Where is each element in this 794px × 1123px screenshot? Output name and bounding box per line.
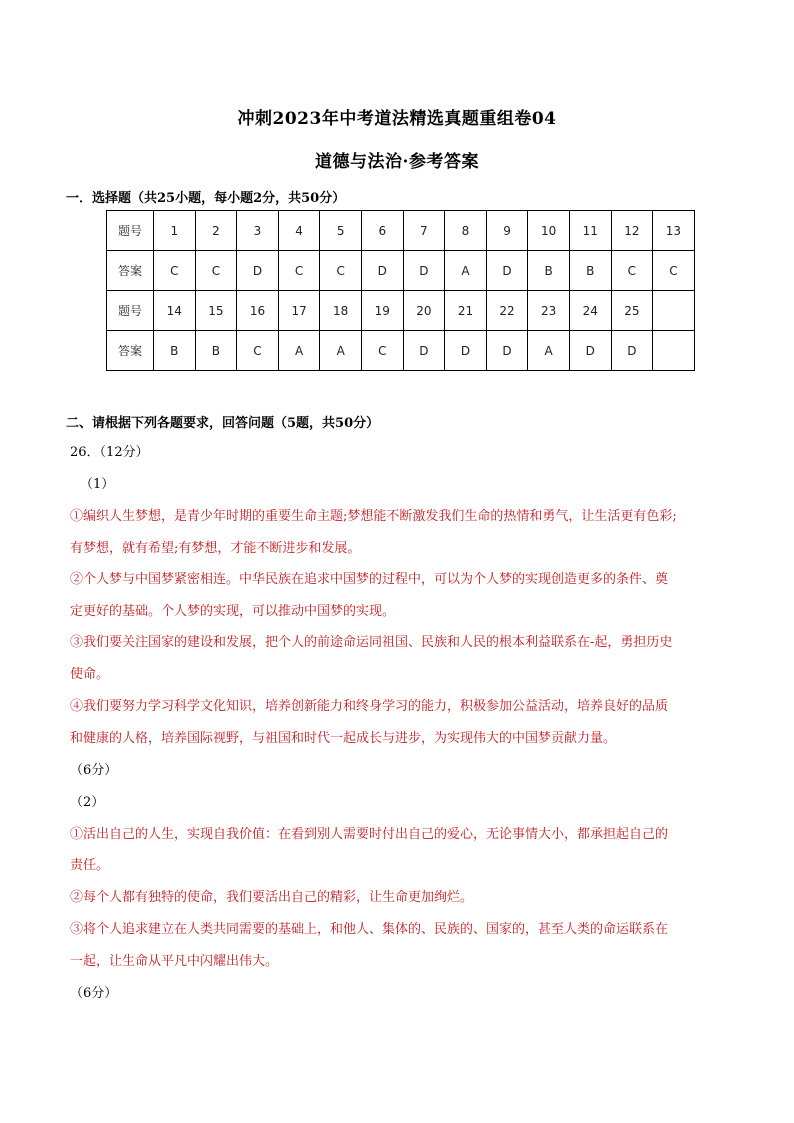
table-cell [653, 331, 695, 371]
table-cell: 24 [569, 291, 611, 331]
table-cell: 23 [528, 291, 570, 331]
table-cell: A [320, 331, 362, 371]
table-cell: A [278, 331, 320, 371]
answer-line: ②个人梦与中国梦紧密相连。中华民族在追求中国梦的过程中，可以为个人梦的实现创造更多的条件、奠 [70, 572, 669, 587]
table-row [107, 331, 695, 371]
answer-line: 定更好的基础。个人梦的实现，可以推动中国梦的实现。 [70, 604, 396, 619]
page-title: 冲刺2023年中考道法精选真题重组卷04 [237, 109, 557, 129]
table-cell: 4 [278, 211, 320, 251]
question-header: 26．（12分） [70, 445, 149, 460]
table-cell: 15 [195, 291, 237, 331]
table-cell: D [569, 331, 611, 371]
table-cell: 17 [278, 291, 320, 331]
table-cell: 16 [237, 291, 279, 331]
answer-line: ①编织人生梦想，是青少年时期的重要生命主题;梦想能不断激发我们生命的热情和勇气，让生活更有色彩; [70, 509, 677, 524]
table-cell: 12 [611, 211, 653, 251]
table-cell: B [528, 251, 570, 291]
table-row [107, 251, 695, 291]
table-cell: 22 [486, 291, 528, 331]
answer-line: ②每个人都有独特的使命，我们要活出自己的精彩，让生命更加绚烂。 [70, 890, 474, 905]
table-cell: D [361, 251, 403, 291]
answer-line: ③我们要关注国家的建设和发展，把个人的前途命运同祖国、民族和人民的根本利益联系在-起，勇担历史 [70, 635, 673, 650]
table-cell: 10 [528, 211, 570, 251]
table-cell: 7 [403, 211, 445, 251]
table-row [107, 291, 695, 331]
table-cell: D [486, 251, 528, 291]
answer-line: 有梦想，就有希望;有梦想，才能不断进步和发展。 [70, 541, 361, 556]
table-cell: 2 [195, 211, 237, 251]
table-cell: A [445, 251, 487, 291]
table-cell: 13 [653, 211, 695, 251]
table-cell: 3 [237, 211, 279, 251]
table-cell: C [653, 251, 695, 291]
table-cell: D [445, 331, 487, 371]
table-cell: 20 [403, 291, 445, 331]
table-cell: 14 [154, 291, 196, 331]
part-label: （2） [70, 795, 105, 810]
table-cell: 1 [154, 211, 196, 251]
answer-line: 责任。 [70, 858, 110, 873]
answer-line: ③将个人追求建立在人类共同需要的基础上，和他人、集体的、民族的、国家的，甚至人类的命运联系在 [70, 922, 669, 937]
table-cell: B [569, 251, 611, 291]
section-heading-choice: 一．选择题（共25小题，每小题2分，共50分） [66, 191, 346, 206]
table-cell: D [237, 251, 279, 291]
table-cell: 21 [445, 291, 487, 331]
answer-line: ①活出自己的人生，实现自我价值：在看到别人需要时付出自己的爱心，无论事情大小，都承担起自己的 [70, 827, 669, 842]
answer-line: 和健康的人格，培养国际视野，与祖国和时代一起成长与进步，为实现伟大的中国梦贡献力量。 [70, 731, 617, 746]
row-label: 题号 [107, 211, 154, 251]
table-cell: D [611, 331, 653, 371]
score-label: （6分） [70, 986, 118, 1001]
row-label: 答案 [107, 331, 154, 371]
table-cell: 18 [320, 291, 362, 331]
table-cell: D [486, 331, 528, 371]
answer-table [106, 210, 695, 371]
answer-line: 一起，让生命从平凡中闪耀出伟大。 [70, 954, 279, 969]
row-label: 题号 [107, 291, 154, 331]
table-cell: 6 [361, 211, 403, 251]
table-cell: A [528, 331, 570, 371]
part-label: （1） [80, 477, 115, 492]
score-label: （6分） [70, 763, 118, 778]
table-cell: 25 [611, 291, 653, 331]
table-row [107, 211, 695, 251]
table-cell: C [154, 251, 196, 291]
answer-line: ④我们要努力学习科学文化知识，培养创新能力和终身学习的能力，积极参加公益活动，培养良好的品质 [70, 699, 669, 714]
table-cell: C [195, 251, 237, 291]
table-cell: C [361, 331, 403, 371]
table-cell [653, 291, 695, 331]
table-cell: D [403, 251, 445, 291]
table-cell: C [278, 251, 320, 291]
table-cell: 5 [320, 211, 362, 251]
table-cell: D [403, 331, 445, 371]
answer-line: 使命。 [70, 667, 110, 682]
table-cell: B [195, 331, 237, 371]
table-cell: B [154, 331, 196, 371]
section-heading-answers: 二、请根据下列各题要求，回答问题（5题，共50分） [66, 416, 380, 431]
row-label: 答案 [107, 251, 154, 291]
table-cell: 9 [486, 211, 528, 251]
table-cell: C [611, 251, 653, 291]
page-subtitle: 道德与法治·参考答案 [315, 152, 479, 172]
table-cell: C [320, 251, 362, 291]
table-cell: C [237, 331, 279, 371]
table-cell: 8 [445, 211, 487, 251]
table-cell: 11 [569, 211, 611, 251]
table-cell: 19 [361, 291, 403, 331]
